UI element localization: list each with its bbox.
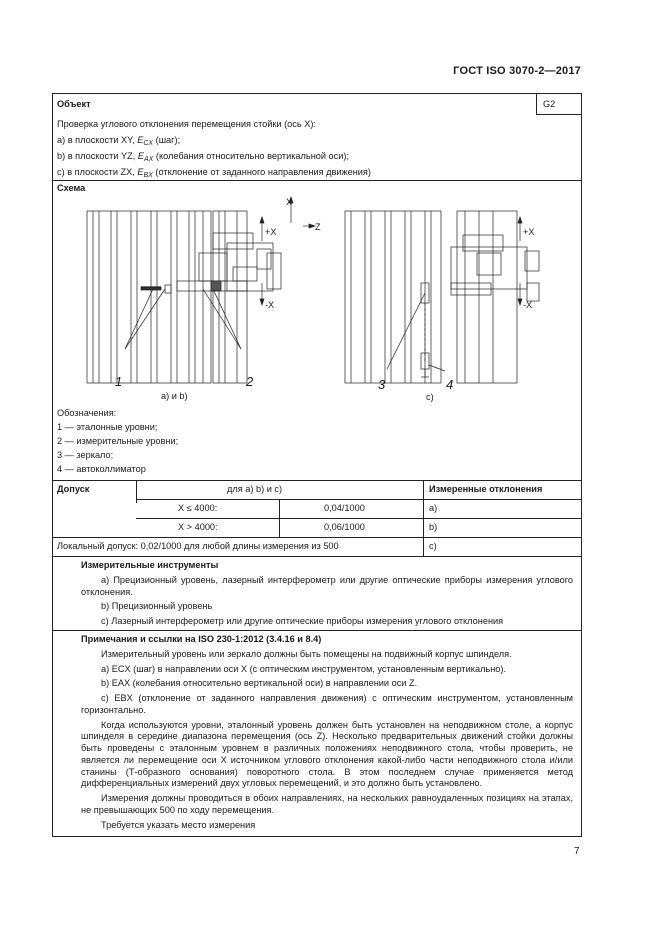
code-underline (536, 114, 582, 115)
divider-scheme-tolerance (53, 480, 581, 481)
local-tolerance: Локальный допуск: 0,02/1000 для любой длины измерения из 500 (57, 541, 339, 551)
notes-paragraph-1: Измерительный уровень или зеркало должны быть помещены на подвижный корпус шпинделя. (101, 648, 512, 659)
object-line-2: a) в плоскости XY, $E_{CX}$ (шаг); (57, 135, 181, 147)
right-axis-indicator (518, 217, 522, 305)
code-divider (536, 94, 537, 114)
tol-row-1-cond: X ≤ 4000: (178, 503, 218, 513)
divider-instruments-notes (53, 630, 581, 631)
tol-row-2-cond: X > 4000: (178, 522, 218, 532)
tolerance-subheader: для a) b) и c) (227, 484, 283, 494)
instruments-title: Измерительные инструменты (81, 560, 219, 570)
scheme-title: Схема (57, 183, 86, 193)
object-line-4: c) в плоскости ZX, $E_{BX}$ (отклонение от заданного направления движения) (57, 167, 371, 179)
notes-block (81, 634, 573, 831)
callout-2: 2 (246, 374, 254, 389)
caption-c: c) (426, 392, 434, 402)
tol-row-line-2 (136, 518, 581, 519)
object-title: Объект (57, 99, 91, 109)
divider-object-scheme (53, 180, 581, 181)
instrument-item-a: a) Прецизионный уровень, лазерный интерферометр или другие оптические приборы измерения углового отклонения. (81, 574, 573, 597)
instruments-block (81, 560, 573, 628)
object-line-3: b) в плоскости YZ, $E_{AX}$ (колебания относительно вертикальной оси); (57, 151, 350, 163)
tol-row-line-3 (53, 537, 581, 538)
axis-z-label: Z (315, 222, 321, 232)
tolerance-title: Допуск (57, 484, 90, 494)
notes-paragraph-4: c) EBX (отклонение от заданного направления движения) с оптическим инструментом, установленным горизонтально. (81, 693, 573, 715)
notes-paragraph-3: b) EAX (колебания относительно вертикальной оси) в направлении оси Z. (101, 678, 418, 689)
notes-paragraph-7: Требуется указать место измерения (101, 819, 256, 830)
axis-x-label: X (286, 197, 293, 207)
object-code: G2 (543, 99, 556, 109)
caption-ab: а) и b) (161, 391, 188, 401)
legend-title: Обозначения: (57, 408, 117, 418)
notes-paragraph-2: a) ECX (шаг) в направлении оси X (с оптическим инструментом, установленным вертикально). (101, 663, 507, 674)
notes-title: Примечания и ссылки на ISO 230-1:2012 (3.4.16 и 8.4) (81, 634, 322, 644)
notes-paragraph-6: Измерения должны проводиться в обоих направлениях, на нескольких равноудаленных позициях на этапах, не превышающих 500 по ходу перемещения. (81, 793, 573, 815)
measured-row-c: c) (429, 541, 437, 551)
legend-item-1: 1 — эталонные уровни; (57, 422, 158, 432)
xz-axis-indicator (289, 197, 315, 228)
instrument-item-c: c) Лазерный интерферометр или другие оптические приборы измерения углового отклонения (101, 616, 504, 627)
callout-4: 4 (446, 377, 454, 392)
object-line-1: Проверка углового отклонения перемещения стойки (ось X): (57, 119, 316, 129)
notes-paragraph-5: Когда используются уровни, эталонный уровень должен быть установлен на неподвижном столе, а корпус шпинделя в середине диапазона перемещения (ось Z). Несколько предварительных движений стойки должны быть проведены с эталонным уровнем в различных положениях неподвижного стола, чтобы проверить, не является ли перемещение оси X источником углового отклонения какой-либо части неподвижного стола и/или станины (Т-образного основания) поворотного стола. В этом последнем случае применяется метод дифференциальных измерений двух угловых перемещений, и это должно быть установлено. (81, 719, 573, 789)
standard-designation: ГОСТ ISO 3070-2—2017 (453, 65, 581, 77)
left-table-block (213, 211, 247, 383)
right-plus-x-label: +X (523, 227, 535, 237)
callout-3: 3 (378, 377, 386, 392)
test-sheet-table (52, 93, 582, 837)
legend-item-3: 3 — зеркало; (57, 450, 114, 460)
measured-title: Измеренные отклонения (429, 484, 543, 494)
divider-tolerance-instruments (53, 556, 581, 557)
right-table-block (457, 211, 517, 383)
left-axis-indicator (260, 217, 264, 305)
instrument-item-b: b) Прецизионный уровень (101, 601, 213, 612)
legend-item-2: 2 — измерительные уровни; (57, 436, 179, 446)
measured-row-b: b) (429, 522, 438, 532)
tol-row-1-value: 0,04/1000 (324, 503, 365, 513)
left-minus-x-label: -X (265, 300, 275, 310)
right-minus-x-label: -X (523, 300, 533, 310)
callout-1: 1 (115, 374, 123, 389)
tol-row-2-value: 0,06/1000 (324, 522, 365, 532)
legend-item-4: 4 — автоколлиматор (57, 464, 146, 474)
left-plus-x-label: +X (265, 227, 277, 237)
measured-row-a: a) (429, 503, 438, 513)
tol-row-line-1 (136, 499, 581, 500)
page-number: 7 (574, 846, 580, 857)
